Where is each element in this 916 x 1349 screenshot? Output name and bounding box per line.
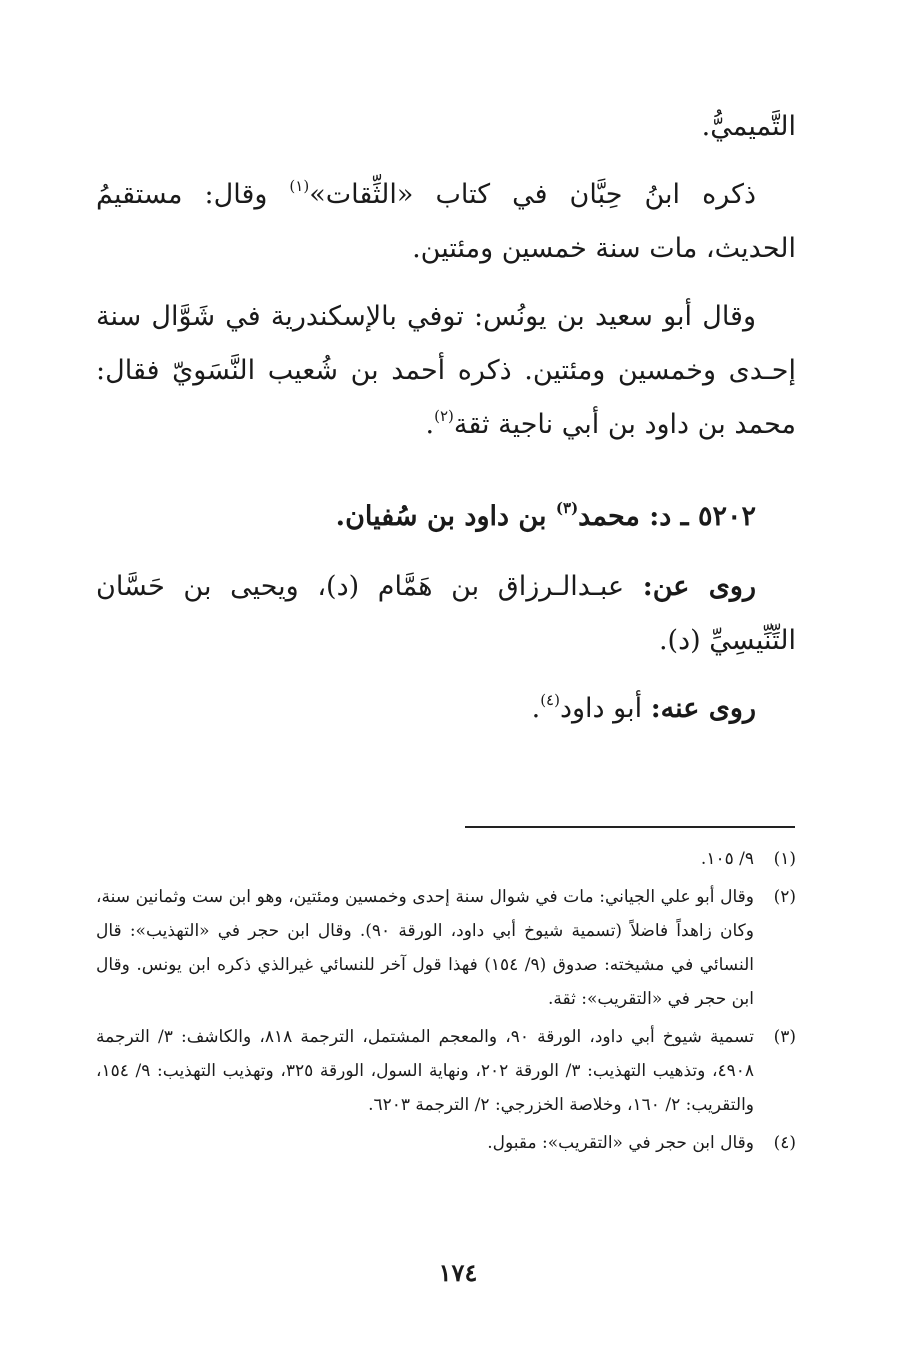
footnote-item <box>96 1020 796 1122</box>
paragraph-tamimi <box>96 100 796 154</box>
entry-code: د <box>659 501 672 532</box>
footnotes <box>96 842 796 1164</box>
footnote-number: (٣) <box>773 1027 796 1047</box>
footnote-text: ٩/ ١٠٥. <box>700 849 754 869</box>
entry-name-rest: بن داود بن سُفيان. <box>335 501 556 532</box>
paragraph-text: وقال: مستقيمُ الحديث، مات سنة خمسين ومئتين. <box>96 179 796 264</box>
footnote-text: وقال ابن حجر في «التقريب»: مقبول. <box>487 1133 754 1153</box>
footnote-number: (٤) <box>773 1133 796 1153</box>
paragraph-text: التَّميميُّ. <box>701 111 796 142</box>
footnote-text: تسمية شيوخ أبي داود، الورقة ٩٠، والمعجم المشتمل، الترجمة ٨١٨، والكاشف: ٣/ الترجمة ٤٩٠٨، وتذهيب التهذيب: ٣/ الورقة ٢٠٢، ونهاية السول، الورقة ٣٢٥، وتهذيب التهذيب: ٩/ ١٥٤، والتقريب: ٢/ ١٦٠، وخلاصة الخزرجي: ٢/ الترجمة ٦٢٠٣. <box>96 1027 755 1115</box>
footnote-ref-2[interactable]: (٢) <box>434 407 454 425</box>
narrated-by-label: روى عنه: <box>650 693 756 724</box>
entry-name-first: محمد <box>578 501 640 532</box>
footnote-item <box>96 842 796 876</box>
footnote-divider <box>465 826 795 828</box>
footnote-number: (١) <box>773 849 796 869</box>
main-text <box>96 100 796 750</box>
footnote-text: وقال أبو علي الجياني: مات في شوال سنة إحدى وخمسين ومئتين، وهو ابن ست وثمانين سنة، وكان زاهداً فاضلاً (تسمية شيوخ أبي داود، الورقة ٩٠). وقال ابن حجر في «التهذيب»: قال النسائي في مشيخته: صدوق (٩/ ١٥٤) فهذا قول آخر للنسائي غيرالذي ذكره ابن يونس. وقال ابن حجر في «التقريب»: ثقة. <box>96 887 754 1009</box>
narrated-from-text: عبـدالـرزاق بن هَمَّام (د)، ويحيى بن حَسَّان التِّنِّيسِيِّ (د). <box>96 571 796 656</box>
footnote-number: (٢) <box>773 887 796 907</box>
footnote-ref-4[interactable]: (٤) <box>540 691 560 709</box>
footnote-ref-3[interactable]: (٣) <box>555 499 579 517</box>
paragraph-text: . <box>425 409 435 440</box>
paragraph-text: ذكره ابنُ حِبَّان في كتاب «الثِّقات» <box>309 179 756 210</box>
footnote-ref-1[interactable]: (١) <box>289 177 310 195</box>
narrated-by-paragraph <box>96 682 796 736</box>
page-number: ١٧٤ <box>438 1258 478 1287</box>
footnote-item <box>96 1126 796 1160</box>
narrated-from-paragraph <box>96 560 796 668</box>
paragraph-ibn-yunus <box>96 290 796 452</box>
entry-heading <box>96 490 796 544</box>
footnote-item <box>96 880 796 1016</box>
narrated-from-label: روى عن: <box>642 571 757 602</box>
narrated-by-end: . <box>531 693 541 724</box>
entry-separator: ـ <box>671 501 698 532</box>
entry-code-separator: : <box>639 501 660 532</box>
entry-number: ٥٢٠٢ <box>697 501 756 532</box>
paragraph-text: وقال أبو سعيد بن يونُس: توفي بالإسكندرية في شَوَّال سنة إحـدى وخمسين ومئتين. ذكره أحمد بن شُعيب النَّسَويّ فقال: محمد بن داود بن أبي ناجية ثقة <box>96 301 796 440</box>
narrated-by-text: أبو داود <box>559 693 651 724</box>
paragraph-ibn-hibban <box>96 168 796 276</box>
